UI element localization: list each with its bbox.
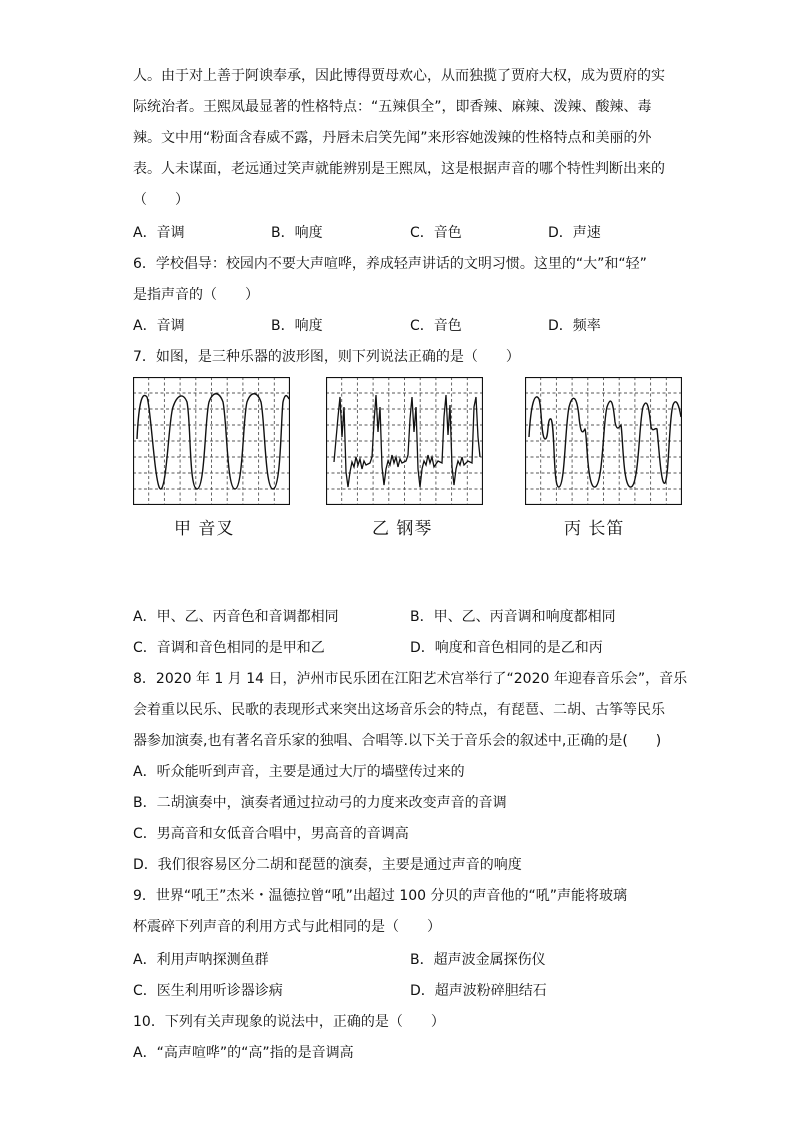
q6-stem-line-2: 是指声音的（ ） bbox=[133, 287, 259, 303]
q5-option-a: A．音调 bbox=[133, 225, 185, 241]
waveform-grid bbox=[326, 377, 483, 505]
q8-option-d: D．我们很容易区分二胡和琵琶的演奏，主要是通过声音的响度 bbox=[133, 857, 522, 873]
q9-option-b: B．超声波金属探伤仪 bbox=[410, 952, 546, 968]
q8-option-b: B．二胡演奏中，演奏者通过拉动弓的力度来改变声音的音调 bbox=[133, 795, 507, 811]
intro-line-2: 际统治者。王熙凤最显著的性格特点：“五辣俱全”，即香辣、麻辣、泼辣、酸辣、毒 bbox=[133, 99, 652, 115]
caption-tuning-fork: 甲 音叉 bbox=[174, 519, 235, 539]
q8-stem-line-2: 会着重以民乐、民歌的表现形式来突出这场音乐会的特点，有琵琶、二胡、古筝等民乐 bbox=[133, 702, 665, 718]
q9-option-d: D．超声波粉碎胆结石 bbox=[410, 983, 547, 999]
q7-option-b: B．甲、乙、丙音调和响度都相同 bbox=[410, 609, 616, 625]
q7-stem: 7．如图，是三种乐器的波形图，则下列说法正确的是（ ） bbox=[133, 349, 520, 365]
q8-option-a: A．听众能听到声音，主要是通过大厅的墙壁传过来的 bbox=[133, 764, 465, 780]
waveform-flute-graph bbox=[525, 377, 682, 505]
waveform-flute bbox=[525, 377, 682, 505]
caption-flute: 丙 长笛 bbox=[564, 519, 625, 539]
q6-option-d: D．频率 bbox=[548, 318, 601, 334]
q9-option-c: C．医生利用听诊器诊病 bbox=[133, 983, 283, 999]
q6-option-a: A．音调 bbox=[133, 318, 185, 334]
intro-line-4: 表。人未谋面，老远通过笑声就能辨别是王熙凤，这是根据声音的哪个特性判断出来的 bbox=[133, 161, 665, 177]
waveform-tuning-fork-graph bbox=[133, 377, 290, 505]
q9-option-a: A．利用声呐探测鱼群 bbox=[133, 952, 269, 968]
q7-option-c: C．音调和音色相同的是甲和乙 bbox=[133, 640, 325, 656]
flute-wave bbox=[529, 397, 681, 487]
q9-stem-line-1: 9．世界“吼王”杰米・温德拉曾“吼”出超过 100 分贝的声音他的“吼”声能将玻璃 bbox=[133, 888, 628, 904]
intro-answer-blank: （ ） bbox=[133, 192, 189, 208]
q10-option-a: A．“高声喧哗”的“高”指的是音调高 bbox=[133, 1045, 354, 1061]
q5-option-d: D．声速 bbox=[548, 225, 601, 241]
q9-stem-line-2: 杯震碎下列声音的利用方式与此相同的是（ ） bbox=[133, 919, 441, 935]
q10-stem: 10．下列有关声现象的说法中，正确的是（ ） bbox=[133, 1014, 445, 1030]
q8-stem-line-3: 器参加演奏,也有著名音乐家的独唱、合唱等.以下关于音乐会的叙述中,正确的是( ) bbox=[133, 733, 662, 749]
q7-option-d: D．响度和音色相同的是乙和丙 bbox=[410, 640, 603, 656]
waveform-piano-graph bbox=[326, 377, 483, 505]
q6-option-b: B．响度 bbox=[271, 318, 323, 334]
caption-piano: 乙 钢琴 bbox=[372, 519, 433, 539]
intro-line-1: 人。由于对上善于阿谀奉承，因此博得贾母欢心，从而独揽了贾府大权，成为贾府的实 bbox=[133, 68, 665, 84]
q6-option-c: C．音色 bbox=[410, 318, 462, 334]
q7-option-a: A．甲、乙、丙音色和音调都相同 bbox=[133, 609, 339, 625]
waveform-tuning-fork bbox=[133, 377, 290, 505]
q8-stem-line-1: 8．2020 年 1 月 14 日，泸州市民乐团在江阳艺术宫举行了“2020 年迎春音乐会”，音乐 bbox=[133, 671, 688, 687]
intro-line-3: 辣。文中用“粉面含春威不露，丹唇未启笑先闻”来形容她泼辣的性格特点和美丽的外 bbox=[133, 130, 652, 146]
q5-option-b: B．响度 bbox=[271, 225, 323, 241]
waveform-piano bbox=[326, 377, 483, 505]
q6-stem-line-1: 6．学校倡导：校园内不要大声喧哗，养成轻声讲话的文明习惯。这里的“大”和“轻” bbox=[133, 256, 647, 272]
q8-option-c: C．男高音和女低音合唱中，男高音的音调高 bbox=[133, 826, 409, 842]
q5-option-c: C．音色 bbox=[410, 225, 462, 241]
